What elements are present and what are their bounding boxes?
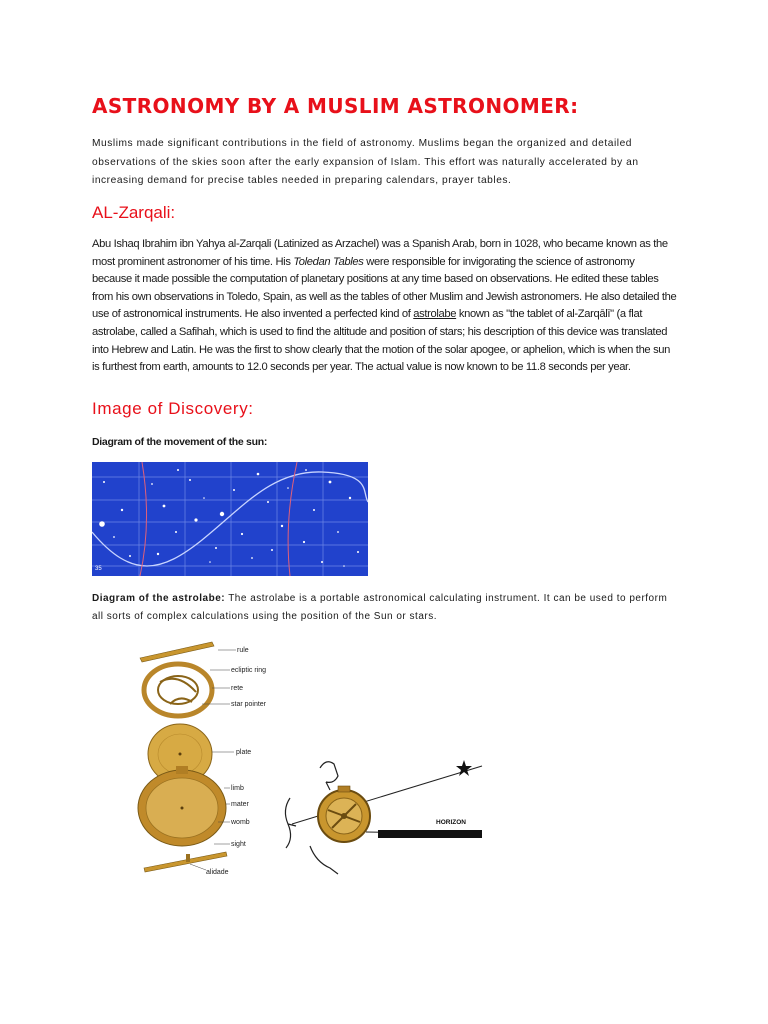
section-heading-image-of-discovery: Image of Discovery: xyxy=(92,399,254,418)
mater-part xyxy=(138,766,226,846)
rete-label: rete xyxy=(231,685,244,692)
rule-part xyxy=(140,642,214,662)
astrolabe-caption-text: The astrolabe is a portable astronomical calculating instrument. It can be used to perform all sorts of complex calculations using the position of the Sun or stars. xyxy=(92,593,668,622)
paragraph-text: known as "the tablet of al-Zarqālī" (a flat astrolabe, called a Safihah, which is used to find the altitude and position of stars; his description of this device was translated into Hebrew and Latin. He was the first to show clearly that the motion of the solar apogee, or aphelion, which is when the sun is furthest from earth, amounts to 12.0 seconds per year. The actual value is now known to be 11.8 seconds per year. xyxy=(92,308,671,374)
sky-marker-label: 35 xyxy=(95,566,102,572)
paragraph-text: Abu Ishaq Ibrahim ibn Yahya al-Zarqali (Latinized as Arzachel) was a Spanish Arab, born in 1028, who became known as the most prominent astronomer of his time. His xyxy=(92,238,668,268)
alidade-label: alidade xyxy=(206,869,229,876)
astrolabe-exploded-diagram xyxy=(130,632,290,880)
astrolabe-caption-title: Diagram of the astrolabe: xyxy=(92,593,226,604)
rete-part xyxy=(144,664,212,716)
astrolabe-sighting-illustration xyxy=(276,750,490,884)
intro-paragraph: Muslims made significant contributions in the field of astronomy. Muslims began the organized and detailed observations of the skies soon after the early expansion of Islam. This effort was naturally accelerated by an increasing demand for precise tables needed in preparing calendars, prayer tables. xyxy=(92,138,639,186)
section-heading-al-zarqali: AL-Zarqali: xyxy=(92,203,176,222)
sight-label: sight xyxy=(231,841,246,848)
plate-label: plate xyxy=(236,749,252,756)
star-pointer-label: star pointer xyxy=(231,701,267,708)
ecliptic-ring-label: ecliptic ring xyxy=(231,667,267,674)
ecliptic-path xyxy=(92,472,368,566)
page-title: ASTRONOMY BY A MUSLIM ASTRONOMER: xyxy=(92,94,579,118)
al-zarqali-paragraph xyxy=(92,236,677,377)
womb-label: womb xyxy=(231,819,250,826)
astrolabe-link[interactable]: astrolabe xyxy=(413,308,457,321)
astrolabe-caption xyxy=(92,590,672,626)
paragraph-text: were responsible for invigorating the science of astronomy because it made possible the computation of planetary positions at any time based on observations. He edited these tables from his own observations in Toledo, Spain, as well as the tables of other Muslim and Jewish astronomers. He also detailed the use of astronomical instruments. He also invented a perfected kind of xyxy=(92,255,677,321)
held-astrolabe xyxy=(318,786,370,842)
sun-diagram-caption: Diagram of the movement of the sun: xyxy=(92,436,268,448)
sun-movement-diagram xyxy=(92,462,368,576)
rule-label: rule xyxy=(237,647,249,654)
horizon-label: HORIZON xyxy=(436,819,466,826)
limb-label: limb xyxy=(231,785,244,792)
toledan-tables-title: Toledan Tables xyxy=(293,255,364,268)
mater-label: mater xyxy=(231,801,249,808)
